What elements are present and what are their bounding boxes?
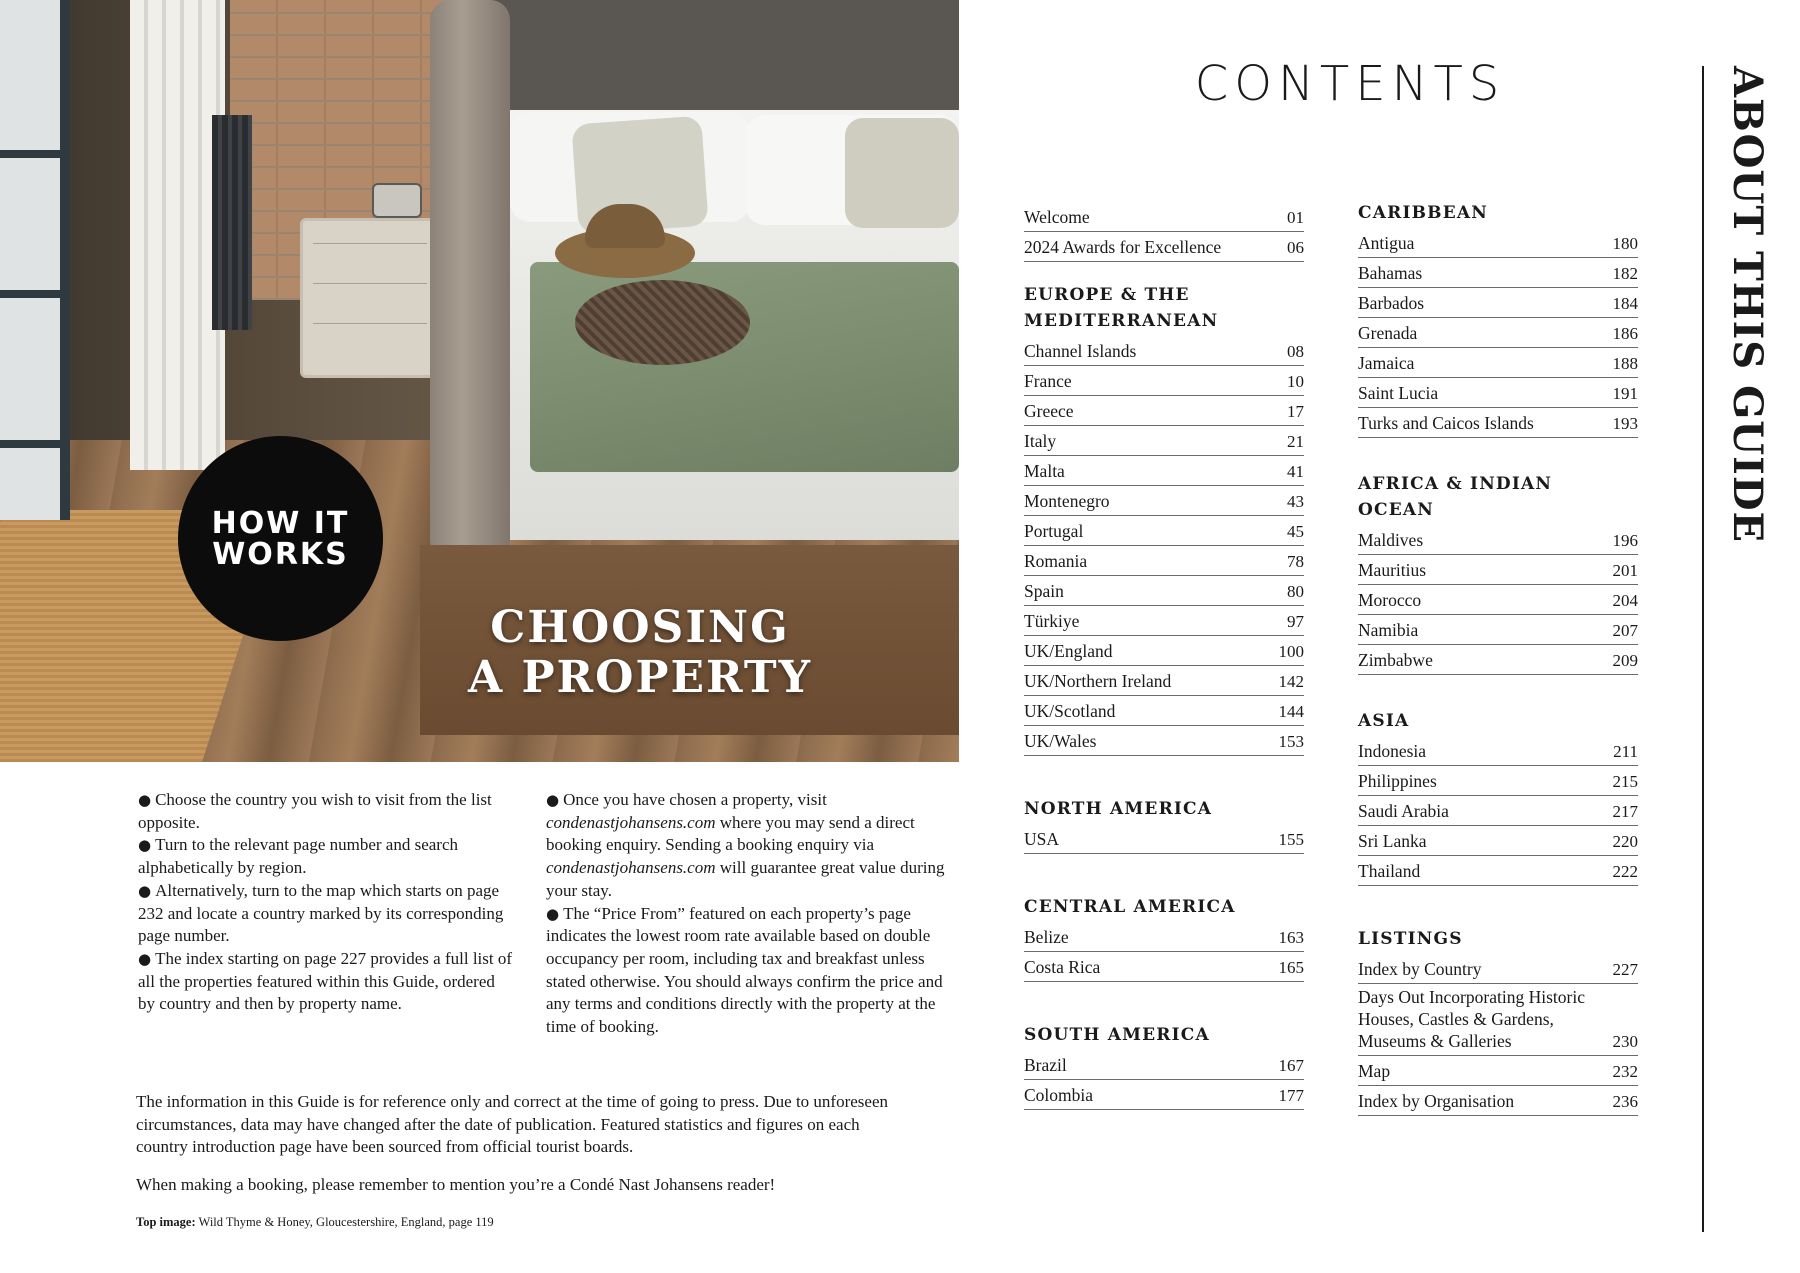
toc-intro	[1024, 202, 1304, 262]
toc-heading: ASIA	[1358, 711, 1410, 731]
toc-entry-label: Zimbabwe	[1358, 650, 1433, 670]
toc-entry-page: 188	[1612, 354, 1638, 373]
toc-entry-page: 215	[1612, 772, 1638, 791]
toc-north-america	[1024, 824, 1304, 854]
toc-heading: SOUTH AMERICA	[1024, 1025, 1210, 1045]
bed-throw	[530, 262, 959, 472]
toc-entry-label: Spain	[1024, 581, 1064, 601]
toc-europe	[1024, 336, 1304, 756]
toc-africa	[1358, 525, 1638, 675]
toc-entry[interactable]	[1358, 796, 1638, 826]
toc-entry-page: 191	[1612, 384, 1638, 403]
toc-entry-label: Costa Rica	[1024, 957, 1101, 977]
toc-entry-label: Indonesia	[1358, 741, 1427, 761]
toc-entry-label: Days Out Incorporating Historic Houses, Castles & Gardens, Museums & Galleries	[1358, 987, 1585, 1051]
hat	[555, 228, 695, 278]
toc-entry[interactable]	[1358, 228, 1638, 258]
toc-entry-page: 153	[1278, 732, 1304, 751]
toc-entry-page: 211	[1613, 742, 1638, 761]
toc-entry-page: 227	[1612, 960, 1638, 979]
toc-entry-label: USA	[1024, 829, 1060, 849]
toc-entry-page: 10	[1287, 372, 1304, 391]
disclaimer: The information in this Guide is for reference only and correct at the time of going to press. Due to unforeseen circumstances, data may have changed after the date of publication. Featured statistics and figures on each country introduction page have been sourced from official tourist boards.	[136, 1092, 889, 1156]
toc-entry[interactable]	[1024, 426, 1304, 456]
toc-entry-page: 165	[1278, 958, 1304, 977]
bullet-icon: ●	[546, 904, 560, 923]
cushion	[845, 118, 959, 228]
toc-entry-label: UK/Wales	[1024, 731, 1097, 751]
bullet-icon: ●	[138, 949, 152, 968]
toc-entry-label: Bahamas	[1358, 263, 1423, 283]
toc-entry-page: 177	[1278, 1086, 1304, 1105]
toc-entry[interactable]	[1358, 408, 1638, 438]
toc-entry-page: 97	[1287, 612, 1304, 631]
toc-entry[interactable]	[1024, 366, 1304, 396]
toc-entry-label: Jamaica	[1358, 353, 1415, 373]
toc-entry[interactable]	[1024, 696, 1304, 726]
website-link[interactable]: condenastjohansens.com	[546, 858, 716, 878]
toc-entry-label: Index by Organisation	[1358, 1091, 1515, 1111]
toc-entry-page: 236	[1612, 1092, 1638, 1111]
toc-entry[interactable]	[1358, 984, 1638, 1056]
toc-entry-page: 80	[1287, 582, 1304, 601]
toc-entry-label: Philippines	[1358, 771, 1437, 791]
flat-cap	[575, 280, 750, 365]
toc-entry-page: 100	[1278, 642, 1304, 661]
toc-entry-page: 204	[1612, 591, 1638, 610]
toc-entry[interactable]	[1358, 378, 1638, 408]
instruction-item: ● Alternatively, turn to the map which starts on page 232 and locate a country marked by its corresponding page number.	[138, 880, 504, 946]
toc-column-left	[1024, 202, 1304, 1110]
toc-entry-page: 43	[1287, 492, 1304, 511]
toc-entry-label: Brazil	[1024, 1055, 1067, 1075]
toc-entry-page: 17	[1287, 402, 1304, 421]
toc-entry[interactable]	[1358, 318, 1638, 348]
toc-entry-page: 06	[1287, 238, 1304, 257]
toc-entry[interactable]	[1358, 258, 1638, 288]
toc-entry[interactable]	[1024, 336, 1304, 366]
toc-entry-page: 232	[1612, 1062, 1638, 1081]
toc-entry[interactable]	[1024, 486, 1304, 516]
toc-entry[interactable]	[1358, 645, 1638, 675]
toc-entry-page: 222	[1612, 862, 1638, 881]
toc-column-right	[1358, 200, 1638, 1116]
toc-entry[interactable]	[1024, 952, 1304, 982]
toc-entry[interactable]	[1024, 726, 1304, 756]
toc-entry-label: Italy	[1024, 431, 1057, 451]
toc-entry-page: 209	[1612, 651, 1638, 670]
toc-entry[interactable]	[1024, 606, 1304, 636]
side-title: ABOUT THIS GUIDE	[1724, 66, 1771, 544]
bullet-icon: ●	[138, 836, 152, 855]
toc-entry[interactable]	[1024, 456, 1304, 486]
radiator	[212, 115, 252, 330]
toc-entry-label: UK/Scotland	[1024, 701, 1116, 721]
toc-entry-page: 41	[1287, 462, 1304, 481]
toc-entry-label: Sri Lanka	[1358, 831, 1427, 851]
toc-entry[interactable]	[1024, 922, 1304, 952]
toc-listings	[1358, 954, 1638, 1116]
toc-entry-label: Barbados	[1358, 293, 1425, 313]
bullet-icon: ●	[138, 881, 152, 900]
toc-entry[interactable]	[1358, 288, 1638, 318]
toc-entry[interactable]	[1024, 516, 1304, 546]
toc-entry-page: 167	[1278, 1056, 1304, 1075]
toc-entry-page: 21	[1287, 432, 1304, 451]
toc-entry-page: 193	[1612, 414, 1638, 433]
toc-entry[interactable]	[1358, 766, 1638, 796]
contents-title: CONTENTS	[1194, 56, 1506, 112]
toc-entry-label: Antigua	[1358, 233, 1415, 253]
toc-entry-page: 196	[1612, 531, 1638, 550]
instruction-item: ● The “Price From” featured on each property’s page indicates the lowest room rate available based on double occupancy per room, including tax and breakfast unless stated otherwise. You should always confirm the price and any terms and conditions directly with the property at the time of booking.	[546, 903, 943, 1037]
window	[0, 0, 70, 520]
toc-entry-label: Welcome	[1024, 207, 1090, 227]
badge-text: HOW IT WORKS	[211, 505, 350, 572]
toc-entry-label: Romania	[1024, 551, 1088, 571]
toc-entry[interactable]	[1358, 585, 1638, 615]
toc-entry-page: 217	[1612, 802, 1638, 821]
toc-entry-label: Channel Islands	[1024, 341, 1137, 361]
toc-south-america	[1024, 1050, 1304, 1110]
toc-central-america	[1024, 922, 1304, 982]
toc-entry[interactable]	[1024, 824, 1304, 854]
toc-entry-page: 142	[1278, 672, 1304, 691]
toc-asia	[1358, 736, 1638, 886]
toc-entry[interactable]	[1024, 636, 1304, 666]
toc-entry-page: 220	[1612, 832, 1638, 851]
toc-entry[interactable]	[1358, 1056, 1638, 1086]
toc-entry[interactable]	[1358, 826, 1638, 856]
toc-entry-label: Saudi Arabia	[1358, 801, 1449, 821]
toc-entry-page: 201	[1612, 561, 1638, 580]
toc-caribbean	[1358, 228, 1638, 438]
toc-entry[interactable]	[1358, 555, 1638, 585]
toc-entry-page: 78	[1287, 552, 1304, 571]
toc-entry-label: UK/England	[1024, 641, 1113, 661]
side-rule	[1702, 66, 1704, 1232]
toc-entry[interactable]	[1358, 954, 1638, 984]
toc-entry[interactable]	[1358, 856, 1638, 886]
toc-heading: LISTINGS	[1358, 929, 1463, 949]
toc-heading: NORTH AMERICA	[1024, 799, 1213, 819]
image-caption: Top image: Wild Thyme & Honey, Gloucestershire, England, page 119	[136, 1215, 494, 1229]
toc-entry-page: 186	[1612, 324, 1638, 343]
instruction-item: ● Once you have chosen a property, visit condenastjohansens.com where you may send a direct booking enquiry. Sending a booking enquiry via condenastjohansens.com will guarantee great value during your stay.	[546, 790, 945, 900]
toc-entry-label: Morocco	[1358, 590, 1422, 610]
toc-entry-label: Maldives	[1358, 530, 1424, 550]
toc-entry-page: 207	[1612, 621, 1638, 640]
toc-entry-label: 2024 Awards for Excellence	[1024, 237, 1222, 257]
bullet-icon: ●	[138, 791, 152, 809]
toc-entry-label: Saint Lucia	[1358, 383, 1439, 403]
toc-heading: CARIBBEAN	[1358, 203, 1489, 223]
website-link[interactable]: condenastjohansens.com	[546, 812, 716, 832]
toc-entry[interactable]	[1358, 615, 1638, 645]
curtain	[130, 0, 225, 470]
toc-heading: AFRICA & INDIAN OCEAN	[1358, 474, 1553, 520]
hero-photo	[0, 0, 959, 762]
toc-entry-page: 08	[1287, 342, 1304, 361]
toc-entry-label: Türkiye	[1024, 611, 1080, 631]
toc-entry[interactable]	[1024, 1080, 1304, 1110]
photo-title: CHOOSING A PROPERTY	[467, 602, 812, 703]
toc-heading: CENTRAL AMERICA	[1024, 897, 1236, 917]
instructions-right	[546, 789, 946, 1039]
toc-entry-label: Map	[1358, 1061, 1391, 1081]
instructions-left	[138, 789, 516, 1016]
toc-entry-page: 144	[1278, 702, 1304, 721]
toc-entry-page: 01	[1287, 208, 1304, 227]
toc-entry-page: 155	[1278, 830, 1304, 849]
toc-entry[interactable]	[1358, 1086, 1638, 1116]
toc-entry[interactable]	[1024, 546, 1304, 576]
toc-entry[interactable]	[1024, 232, 1304, 262]
how-it-works-badge	[178, 436, 383, 641]
toc-entry-page: 163	[1278, 928, 1304, 947]
toc-entry-label: Thailand	[1358, 861, 1421, 881]
toc-entry-label: Portugal	[1024, 521, 1084, 541]
toc-entry-page: 180	[1612, 234, 1638, 253]
bullet-icon: ●	[546, 791, 560, 809]
toc-entry-label: Grenada	[1358, 323, 1418, 343]
radio	[372, 183, 422, 218]
toc-entry-label: Montenegro	[1024, 491, 1110, 511]
toc-entry[interactable]	[1024, 202, 1304, 232]
bed-post	[430, 0, 510, 560]
toc-entry-label: UK/Northern Ireland	[1024, 671, 1172, 691]
toc-entry-page: 45	[1287, 522, 1304, 541]
toc-entry-page: 182	[1612, 264, 1638, 283]
toc-entry-label: Mauritius	[1358, 560, 1427, 580]
nightstand	[300, 218, 440, 378]
toc-entry[interactable]	[1024, 1050, 1304, 1080]
instruction-item: ● Turn to the relevant page number and search alphabetically by region.	[138, 835, 459, 878]
toc-entry-label: Malta	[1024, 461, 1065, 481]
toc-entry-label: Belize	[1024, 927, 1069, 947]
toc-entry-page: 230	[1612, 1032, 1638, 1051]
toc-entry[interactable]	[1358, 736, 1638, 766]
toc-entry-page: 184	[1612, 294, 1638, 313]
instruction-item: ● Choose the country you wish to visit from the list opposite.	[138, 790, 492, 832]
toc-entry-label: Index by Country	[1358, 959, 1482, 979]
toc-entry[interactable]	[1024, 396, 1304, 426]
toc-entry[interactable]	[1358, 348, 1638, 378]
toc-entry-label: Greece	[1024, 401, 1074, 421]
toc-entry[interactable]	[1024, 666, 1304, 696]
toc-entry-label: France	[1024, 371, 1072, 391]
toc-entry[interactable]	[1358, 525, 1638, 555]
toc-entry-label: Turks and Caicos Islands	[1358, 413, 1534, 433]
booking-note: When making a booking, please remember to mention you’re a Condé Nast Johansens reader!	[136, 1175, 776, 1194]
toc-entry[interactable]	[1024, 576, 1304, 606]
toc-heading: EUROPE & THE MEDITERRANEAN	[1024, 285, 1219, 331]
toc-entry-label: Namibia	[1358, 620, 1419, 640]
toc-entry-label: Colombia	[1024, 1085, 1094, 1105]
instruction-item: ● The index starting on page 227 provides a full list of all the properties featured within this Guide, ordered by country and then by property name.	[138, 948, 513, 1014]
